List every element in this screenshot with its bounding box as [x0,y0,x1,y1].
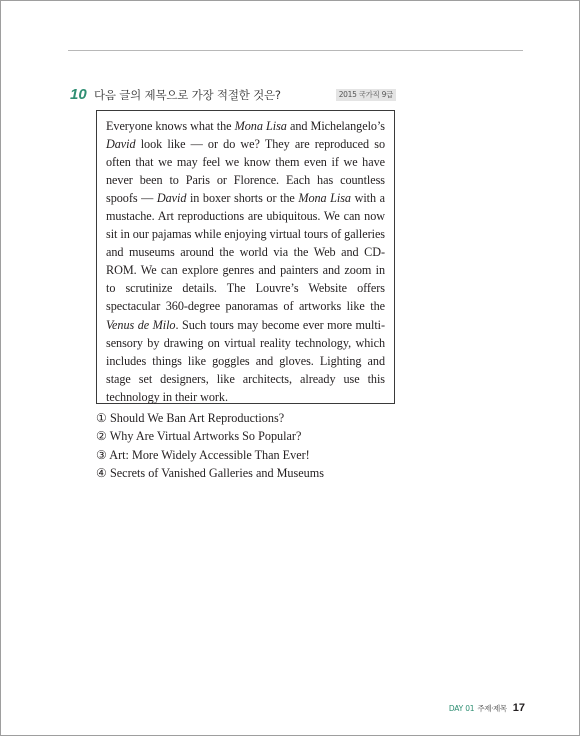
passage-italic-title: Venus de Milo [106,317,176,332]
footer-section-label: 주제·제목 [477,703,507,713]
passage-box [96,110,395,404]
answer-option-1[interactable]: ① Should We Ban Art Reproductions? [96,411,285,425]
page-number: 17 [512,702,525,715]
question-header [70,86,396,104]
passage-segment: and Michelangelo’s [286,119,385,133]
footer-day-label: DAY 01 [448,703,475,713]
header-divider [68,50,523,51]
answer-options [96,409,324,483]
passage-italic-title: David [156,191,187,206]
passage-segment: . Such tours may become ever more multi-sensory by drawing on virtual reality technology, which includes things like goggles and gloves. Lighting and stage set designers, like architects, already use this technology in their work. [106,317,385,404]
passage-segment: Everyone knows what the [106,119,235,133]
passage-italic-title: David [106,137,136,152]
answer-option-4[interactable]: ④ Secrets of Vanished Galleries and Museums [96,466,324,481]
passage-segment: in boxer shorts or the [186,191,299,206]
passage-italic-title: Mona Lisa [298,191,351,206]
passage-segment: with a mustache. Art reproductions are ubiquitous. We can now sit in our pajamas while enjoying virtual tours of galleries and museums around the world via the Web and CD-ROM. We can explore genres and painters and zoom in to scrutinize details. The Louvre’s Website offers spectacular 360-degree panoramas of artworks like the [106,191,385,314]
passage-italic-title: Mona Lisa [234,119,287,133]
question-number: 10 [70,86,87,103]
page-footer [449,699,525,713]
question-prompt: 다음 글의 제목으로 가장 적절한 것은? [94,88,281,102]
answer-option-3[interactable]: ③ Art: More Widely Accessible Than Ever! [96,447,310,462]
answer-option-2[interactable]: ② Why Are Virtual Artworks So Popular? [96,429,302,444]
passage-text [106,117,385,406]
passage-segment: look like — or do we? They are reproduced so often that we may feel we know them even if we have never been to Paris or Florence. Each has countless spoofs — [106,137,385,206]
question-source-badge: 2015 국가직 9급 [336,89,396,101]
